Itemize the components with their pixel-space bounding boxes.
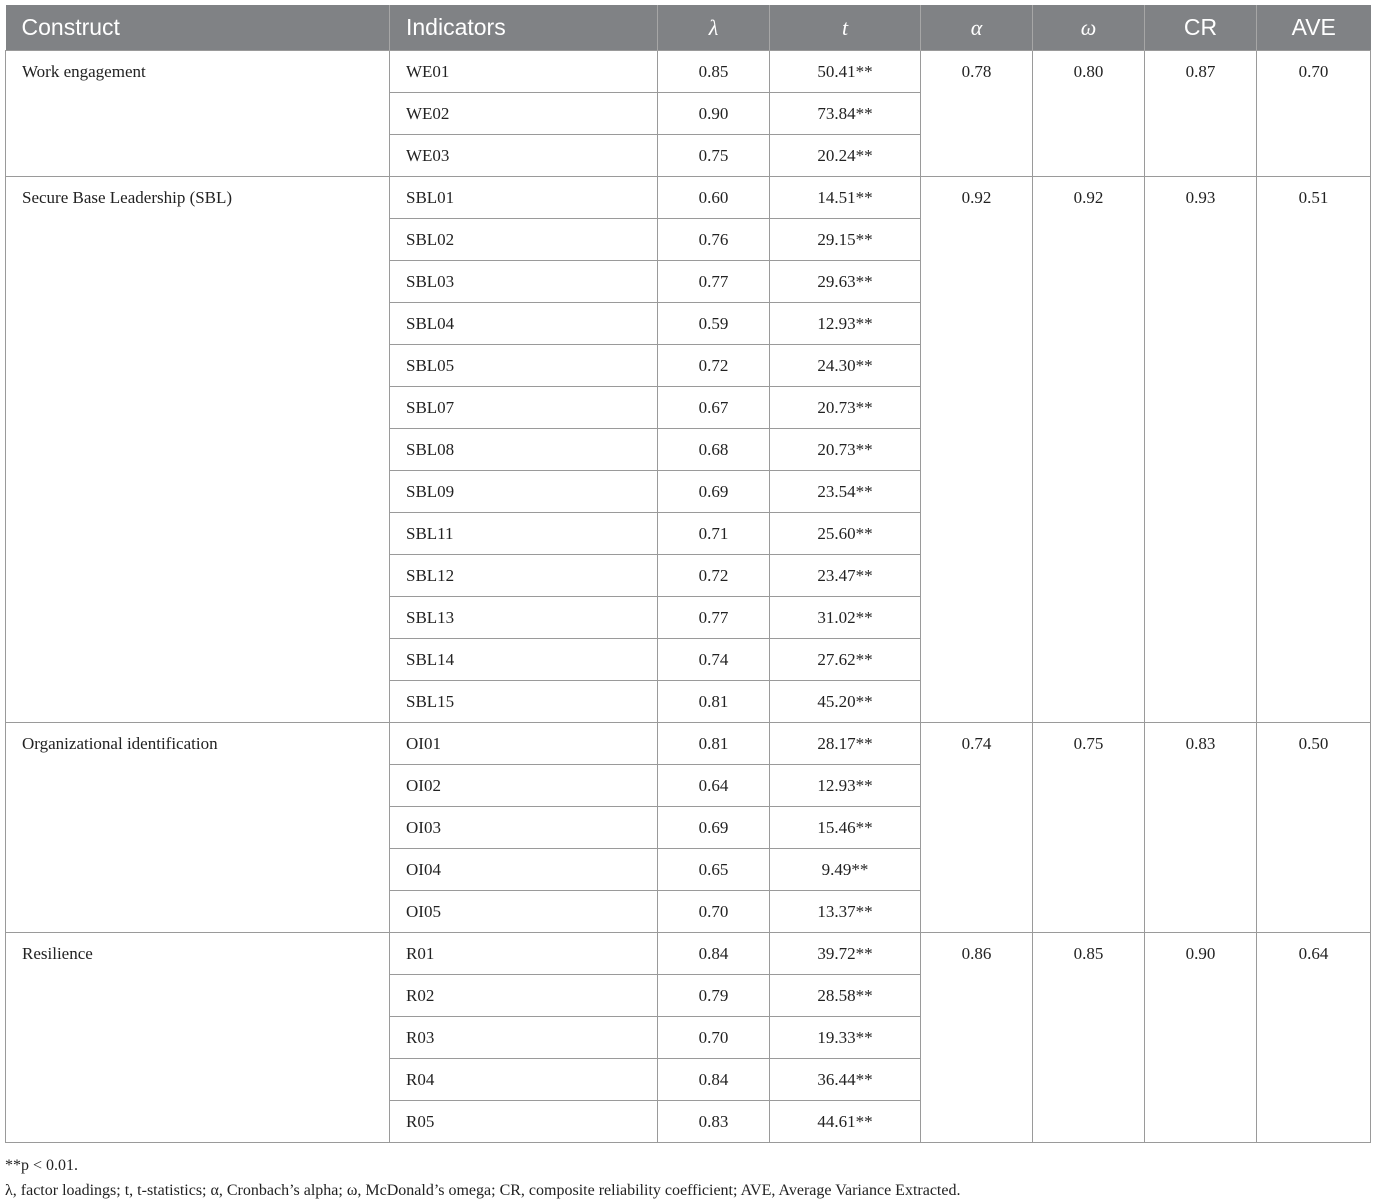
t-cell: 20.73** — [770, 387, 921, 429]
alpha-cell: 0.86 — [921, 933, 1033, 1143]
header-construct: Construct — [6, 5, 390, 51]
lambda-cell: 0.65 — [658, 849, 770, 891]
indicator-cell: SBL01 — [390, 177, 658, 219]
cr-cell: 0.93 — [1145, 177, 1257, 723]
lambda-cell: 0.72 — [658, 345, 770, 387]
t-cell: 24.30** — [770, 345, 921, 387]
indicator-cell: SBL11 — [390, 513, 658, 555]
t-cell: 39.72** — [770, 933, 921, 975]
t-cell: 29.63** — [770, 261, 921, 303]
indicator-cell: R03 — [390, 1017, 658, 1059]
indicator-cell: SBL13 — [390, 597, 658, 639]
footnote-legend: λ, factor loadings; t, t-statistics; α, Cronbach’s alpha; ω, McDonald’s omega; CR, composite reliability coefficient; AVE, Average Variance Extracted. — [5, 1182, 961, 1199]
t-cell: 12.93** — [770, 765, 921, 807]
t-cell: 28.58** — [770, 975, 921, 1017]
indicator-cell: R04 — [390, 1059, 658, 1101]
t-cell: 9.49** — [770, 849, 921, 891]
indicator-cell: WE01 — [390, 51, 658, 93]
t-cell: 73.84** — [770, 93, 921, 135]
indicator-cell: OI03 — [390, 807, 658, 849]
t-cell: 31.02** — [770, 597, 921, 639]
lambda-cell: 0.77 — [658, 597, 770, 639]
cr-cell: 0.87 — [1145, 51, 1257, 177]
ave-cell: 0.51 — [1257, 177, 1371, 723]
construct-cell: Organizational identification — [6, 723, 390, 933]
indicator-cell: SBL08 — [390, 429, 658, 471]
indicator-cell: R01 — [390, 933, 658, 975]
indicator-cell: SBL12 — [390, 555, 658, 597]
t-cell: 36.44** — [770, 1059, 921, 1101]
construct-cell: Work engagement — [6, 51, 390, 177]
construct-cell: Secure Base Leadership (SBL) — [6, 177, 390, 723]
t-cell: 12.93** — [770, 303, 921, 345]
indicator-cell: SBL03 — [390, 261, 658, 303]
indicator-cell: SBL05 — [390, 345, 658, 387]
t-cell: 50.41** — [770, 51, 921, 93]
indicator-cell: R02 — [390, 975, 658, 1017]
t-cell: 23.54** — [770, 471, 921, 513]
indicator-cell: SBL14 — [390, 639, 658, 681]
omega-cell: 0.85 — [1033, 933, 1145, 1143]
cr-cell: 0.90 — [1145, 933, 1257, 1143]
t-cell: 27.62** — [770, 639, 921, 681]
lambda-cell: 0.59 — [658, 303, 770, 345]
indicator-cell: SBL02 — [390, 219, 658, 261]
t-cell: 29.15** — [770, 219, 921, 261]
lambda-cell: 0.75 — [658, 135, 770, 177]
lambda-cell: 0.81 — [658, 681, 770, 723]
header-cr: CR — [1145, 5, 1257, 51]
table-row — [6, 933, 1371, 975]
ave-cell: 0.50 — [1257, 723, 1371, 933]
t-cell: 19.33** — [770, 1017, 921, 1059]
omega-cell: 0.80 — [1033, 51, 1145, 177]
t-cell: 25.60** — [770, 513, 921, 555]
lambda-cell: 0.69 — [658, 471, 770, 513]
indicator-cell: SBL09 — [390, 471, 658, 513]
indicator-cell: SBL07 — [390, 387, 658, 429]
lambda-cell: 0.64 — [658, 765, 770, 807]
header-alpha: α — [921, 5, 1033, 51]
ave-cell: 0.64 — [1257, 933, 1371, 1143]
t-cell: 20.24** — [770, 135, 921, 177]
header-lambda: λ — [658, 5, 770, 51]
table-row — [6, 51, 1371, 93]
lambda-cell: 0.70 — [658, 1017, 770, 1059]
ave-cell: 0.70 — [1257, 51, 1371, 177]
header-row — [6, 5, 1371, 51]
lambda-cell: 0.85 — [658, 51, 770, 93]
lambda-cell: 0.90 — [658, 93, 770, 135]
t-cell: 13.37** — [770, 891, 921, 933]
t-cell: 15.46** — [770, 807, 921, 849]
indicator-cell: WE02 — [390, 93, 658, 135]
lambda-cell: 0.83 — [658, 1101, 770, 1143]
alpha-cell: 0.74 — [921, 723, 1033, 933]
header-omega: ω — [1033, 5, 1145, 51]
lambda-cell: 0.69 — [658, 807, 770, 849]
table-row — [6, 723, 1371, 765]
lambda-cell: 0.72 — [658, 555, 770, 597]
t-cell: 20.73** — [770, 429, 921, 471]
lambda-cell: 0.79 — [658, 975, 770, 1017]
header-indicators: Indicators — [390, 5, 658, 51]
lambda-cell: 0.67 — [658, 387, 770, 429]
indicator-cell: OI01 — [390, 723, 658, 765]
lambda-cell: 0.71 — [658, 513, 770, 555]
footnote-significance: **p < 0.01. — [5, 1157, 79, 1174]
lambda-cell: 0.84 — [658, 1059, 770, 1101]
indicator-cell: OI05 — [390, 891, 658, 933]
indicator-cell: R05 — [390, 1101, 658, 1143]
table-body — [6, 51, 1371, 1143]
t-cell: 45.20** — [770, 681, 921, 723]
indicator-cell: WE03 — [390, 135, 658, 177]
header-t: t — [770, 5, 921, 51]
alpha-cell: 0.92 — [921, 177, 1033, 723]
header-ave: AVE — [1257, 5, 1371, 51]
indicator-cell: SBL15 — [390, 681, 658, 723]
lambda-cell: 0.84 — [658, 933, 770, 975]
lambda-cell: 0.74 — [658, 639, 770, 681]
omega-cell: 0.75 — [1033, 723, 1145, 933]
table-row — [6, 177, 1371, 219]
t-cell: 28.17** — [770, 723, 921, 765]
indicator-cell: SBL04 — [390, 303, 658, 345]
lambda-cell: 0.81 — [658, 723, 770, 765]
cr-cell: 0.83 — [1145, 723, 1257, 933]
lambda-cell: 0.70 — [658, 891, 770, 933]
construct-cell: Resilience — [6, 933, 390, 1143]
measurement-model-table — [5, 5, 1371, 1143]
lambda-cell: 0.68 — [658, 429, 770, 471]
alpha-cell: 0.78 — [921, 51, 1033, 177]
lambda-cell: 0.60 — [658, 177, 770, 219]
t-cell: 14.51** — [770, 177, 921, 219]
indicator-cell: OI04 — [390, 849, 658, 891]
omega-cell: 0.92 — [1033, 177, 1145, 723]
lambda-cell: 0.76 — [658, 219, 770, 261]
t-cell: 44.61** — [770, 1101, 921, 1143]
lambda-cell: 0.77 — [658, 261, 770, 303]
table-footnotes — [5, 1153, 960, 1203]
indicator-cell: OI02 — [390, 765, 658, 807]
t-cell: 23.47** — [770, 555, 921, 597]
